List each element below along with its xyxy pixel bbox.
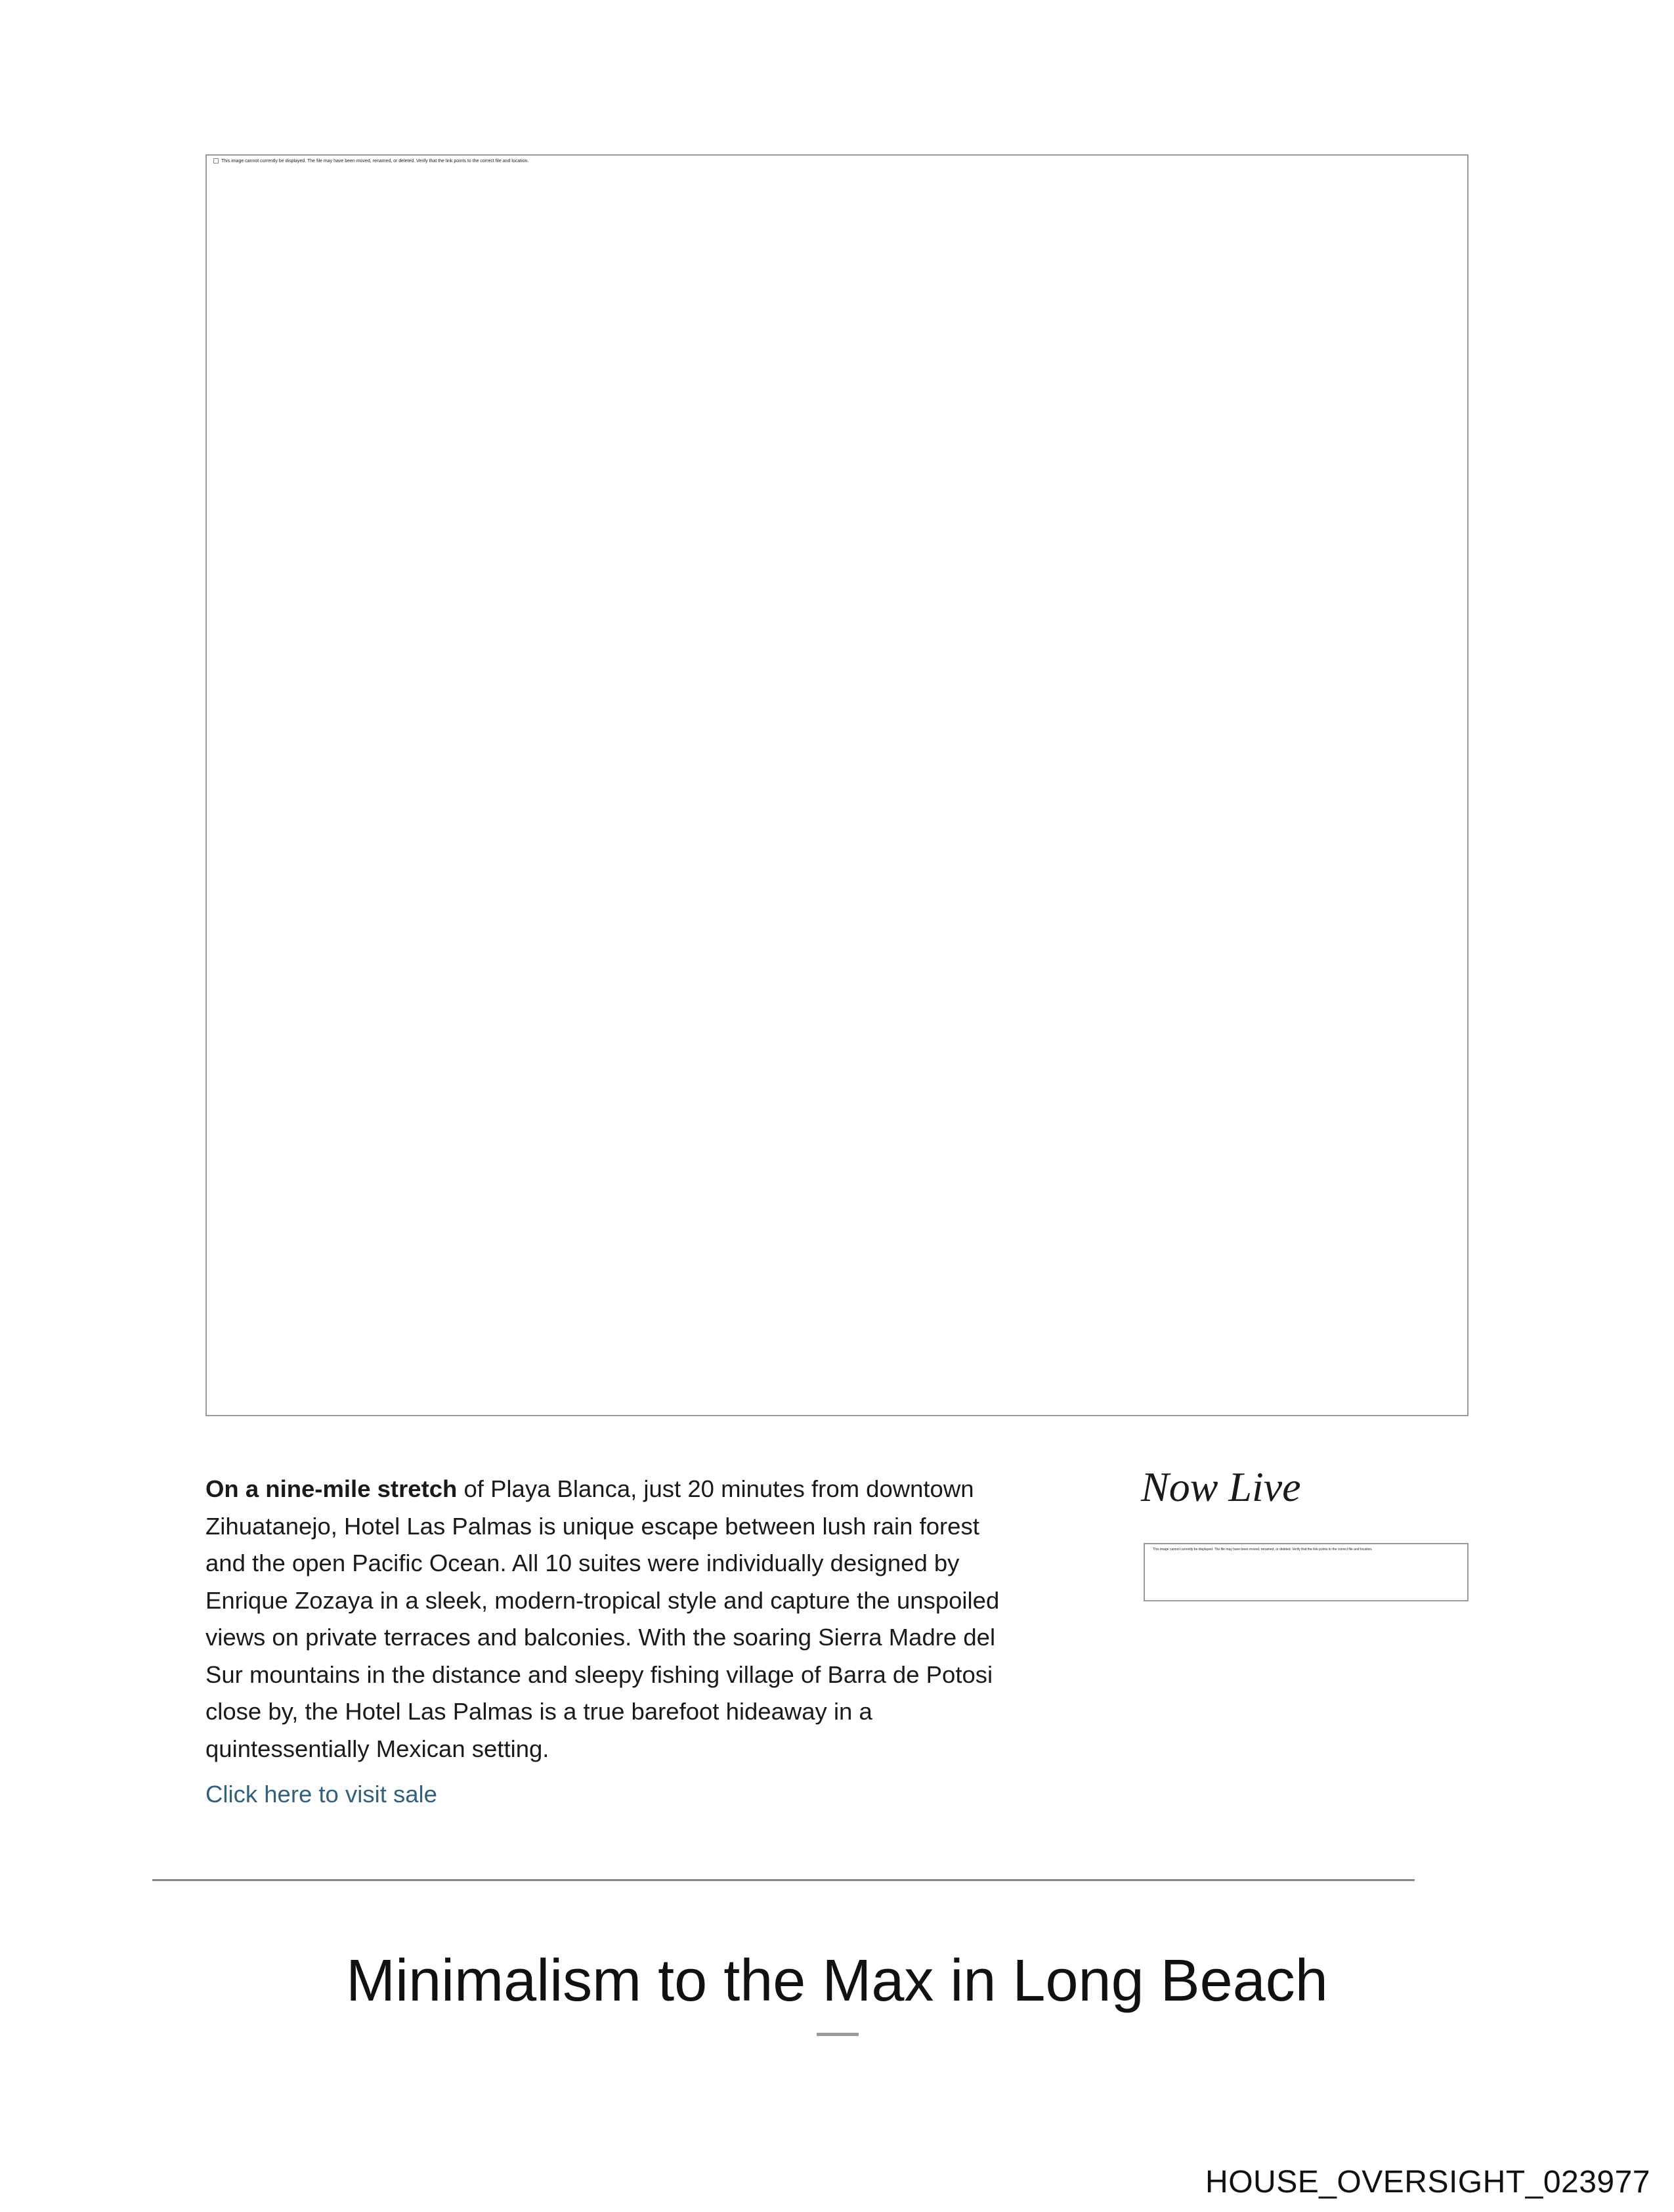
article-body: [205, 1471, 1019, 1767]
sidebar-broken-image-text: This image cannot currently be displayed. The file may have been moved, renamed, or deleted. Verify that the link points to the correct file and location.: [1153, 1548, 1373, 1551]
article-lead: On a nine-mile stretch: [205, 1475, 458, 1502]
broken-image-message: [213, 158, 528, 163]
article-text: of Playa Blanca, just 20 minutes from downtown Zihuatanejo, Hotel Las Palmas is unique escape between lush rain forest and the open Pacific Ocean. All 10 suites were individually designed by Enrique Zozaya in a sleek, modern-tropical style and capture the unspoiled views on private terraces and balconies. With the soaring Sierra Madre del Sur mountains in the distance and sleepy fishing village of Barra de Potosi close by, the Hotel Las Palmas is a true barefoot hideaway in a quintessentially Mexican setting.: [205, 1475, 1000, 1762]
section-headline: Minimalism to the Max in Long Beach: [346, 1948, 1328, 2014]
hero-image-placeholder: [205, 154, 1469, 1416]
sidebar-image-placeholder: [1144, 1543, 1469, 1601]
broken-image-text: This image cannot currently be displayed. The file may have been moved, renamed, or deleted. Verify that the link points to the correct file and location.: [221, 158, 529, 163]
headline-underline: [817, 2033, 859, 2036]
broken-image-icon: [213, 158, 219, 163]
visit-sale-link[interactable]: Click here to visit sale: [205, 1781, 437, 1808]
section-divider: [152, 1879, 1415, 1881]
now-live-heading: Now Live: [1141, 1464, 1301, 1510]
bates-number: HOUSE_OVERSIGHT_023977: [1205, 2165, 1650, 2200]
